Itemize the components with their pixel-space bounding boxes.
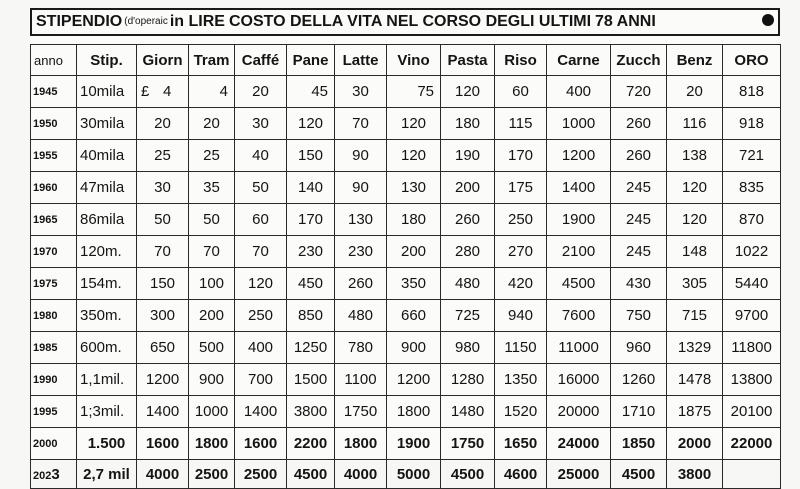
caffe-cell: 20 bbox=[235, 76, 287, 108]
vino-cell: 130 bbox=[387, 172, 441, 204]
latte-cell: 230 bbox=[335, 236, 387, 268]
pane-cell: 140 bbox=[287, 172, 335, 204]
zucch-cell: 720 bbox=[611, 76, 667, 108]
pasta-cell: 1480 bbox=[441, 396, 495, 428]
giorn-cell: 1600 bbox=[137, 428, 189, 460]
black-dot-marker bbox=[762, 14, 774, 26]
oro-cell: 5440 bbox=[723, 268, 781, 300]
riso-cell: 1150 bbox=[495, 332, 547, 364]
pane-cell: 1250 bbox=[287, 332, 335, 364]
zucch-cell: 1850 bbox=[611, 428, 667, 460]
table-title bbox=[30, 8, 780, 36]
benz-cell: 1329 bbox=[667, 332, 723, 364]
zucch-cell: 4500 bbox=[611, 460, 667, 489]
caffe-cell: 30 bbox=[235, 108, 287, 140]
tram-cell: 4 bbox=[189, 76, 235, 108]
header-pasta: Pasta bbox=[441, 45, 495, 76]
stip-cell: 86mila bbox=[77, 204, 137, 236]
benz-cell: 116 bbox=[667, 108, 723, 140]
carne-cell: 1900 bbox=[547, 204, 611, 236]
carne-cell: 24000 bbox=[547, 428, 611, 460]
vino-cell: 120 bbox=[387, 108, 441, 140]
latte-cell: 130 bbox=[335, 204, 387, 236]
title-operai-note: (d'operaic bbox=[124, 15, 168, 27]
riso-cell: 1350 bbox=[495, 364, 547, 396]
table-row bbox=[31, 300, 781, 332]
carne-cell: 4500 bbox=[547, 268, 611, 300]
latte-cell: 780 bbox=[335, 332, 387, 364]
carne-cell: 7600 bbox=[547, 300, 611, 332]
carne-cell: 400 bbox=[547, 76, 611, 108]
pane-cell: 170 bbox=[287, 204, 335, 236]
oro-cell: 20100 bbox=[723, 396, 781, 428]
vino-cell: 1200 bbox=[387, 364, 441, 396]
tram-cell: 20 bbox=[189, 108, 235, 140]
stip-cell: 1,1mil. bbox=[77, 364, 137, 396]
caffe-cell: 50 bbox=[235, 172, 287, 204]
price-sheet bbox=[30, 8, 780, 483]
table-row bbox=[31, 236, 781, 268]
caffe-cell: 40 bbox=[235, 140, 287, 172]
pasta-cell: 280 bbox=[441, 236, 495, 268]
latte-cell: 90 bbox=[335, 172, 387, 204]
latte-cell: 260 bbox=[335, 268, 387, 300]
stip-cell: 1.500 bbox=[77, 428, 137, 460]
table-row bbox=[31, 364, 781, 396]
pasta-cell: 1750 bbox=[441, 428, 495, 460]
tram-cell: 900 bbox=[189, 364, 235, 396]
riso-cell: 175 bbox=[495, 172, 547, 204]
benz-cell: 138 bbox=[667, 140, 723, 172]
caffe-cell: 1600 bbox=[235, 428, 287, 460]
table-row bbox=[31, 460, 781, 489]
benz-cell: 305 bbox=[667, 268, 723, 300]
giorn-cell: 1200 bbox=[137, 364, 189, 396]
riso-cell: 1650 bbox=[495, 428, 547, 460]
pane-cell: 850 bbox=[287, 300, 335, 332]
oro-cell: 11800 bbox=[723, 332, 781, 364]
tram-cell: 35 bbox=[189, 172, 235, 204]
cost-of-living-table bbox=[30, 44, 781, 489]
giorn-cell: 70 bbox=[137, 236, 189, 268]
stip-cell: 40mila bbox=[77, 140, 137, 172]
caffe-cell: 250 bbox=[235, 300, 287, 332]
benz-cell: 1478 bbox=[667, 364, 723, 396]
stip-cell: 10mila bbox=[77, 76, 137, 108]
pasta-cell: 180 bbox=[441, 108, 495, 140]
tram-cell: 50 bbox=[189, 204, 235, 236]
zucch-cell: 960 bbox=[611, 332, 667, 364]
carne-cell: 11000 bbox=[547, 332, 611, 364]
tram-cell: 70 bbox=[189, 236, 235, 268]
benz-cell: 715 bbox=[667, 300, 723, 332]
caffe-cell: 2500 bbox=[235, 460, 287, 489]
riso-cell: 250 bbox=[495, 204, 547, 236]
table-row bbox=[31, 172, 781, 204]
giorn-cell: 25 bbox=[137, 140, 189, 172]
benz-cell: 1875 bbox=[667, 396, 723, 428]
zucch-cell: 245 bbox=[611, 172, 667, 204]
pasta-cell: 190 bbox=[441, 140, 495, 172]
year-cell: 1950 bbox=[31, 108, 77, 140]
header-pane: Pane bbox=[287, 45, 335, 76]
stip-cell: 2,7 mil bbox=[77, 460, 137, 489]
vino-cell: 75 bbox=[387, 76, 441, 108]
title-stipendio: STIPENDIO bbox=[36, 13, 123, 30]
year-cell: 1980 bbox=[31, 300, 77, 332]
pasta-cell: 260 bbox=[441, 204, 495, 236]
table-row bbox=[31, 204, 781, 236]
tram-cell: 1000 bbox=[189, 396, 235, 428]
year-cell: 1995 bbox=[31, 396, 77, 428]
giorn-cell: 300 bbox=[137, 300, 189, 332]
latte-cell: 480 bbox=[335, 300, 387, 332]
oro-cell: 13800 bbox=[723, 364, 781, 396]
header-oro: ORO bbox=[723, 45, 781, 76]
carne-cell: 1000 bbox=[547, 108, 611, 140]
oro-cell: 835 bbox=[723, 172, 781, 204]
benz-cell: 120 bbox=[667, 204, 723, 236]
header-vino: Vino bbox=[387, 45, 441, 76]
tram-cell: 500 bbox=[189, 332, 235, 364]
header-carne: Carne bbox=[547, 45, 611, 76]
tram-cell: 25 bbox=[189, 140, 235, 172]
pasta-cell: 200 bbox=[441, 172, 495, 204]
carne-cell: 1400 bbox=[547, 172, 611, 204]
tram-cell: 200 bbox=[189, 300, 235, 332]
carne-cell: 16000 bbox=[547, 364, 611, 396]
pane-cell: 45 bbox=[287, 76, 335, 108]
stip-cell: 154m. bbox=[77, 268, 137, 300]
year-cell: 2000 bbox=[31, 428, 77, 460]
table-row bbox=[31, 396, 781, 428]
pane-cell: 120 bbox=[287, 108, 335, 140]
table-row bbox=[31, 268, 781, 300]
vino-cell: 350 bbox=[387, 268, 441, 300]
latte-cell: 1750 bbox=[335, 396, 387, 428]
giorn-cell: 4000 bbox=[137, 460, 189, 489]
zucch-cell: 245 bbox=[611, 204, 667, 236]
caffe-cell: 120 bbox=[235, 268, 287, 300]
vino-cell: 900 bbox=[387, 332, 441, 364]
pasta-cell: 1280 bbox=[441, 364, 495, 396]
giorn-cell: 50 bbox=[137, 204, 189, 236]
pane-cell: 4500 bbox=[287, 460, 335, 489]
pound-sign: £ bbox=[141, 83, 150, 100]
stip-cell: 120m. bbox=[77, 236, 137, 268]
benz-cell: 2000 bbox=[667, 428, 723, 460]
table-row bbox=[31, 332, 781, 364]
pane-cell: 150 bbox=[287, 140, 335, 172]
year-cell: 1970 bbox=[31, 236, 77, 268]
header-anno: anno bbox=[31, 45, 77, 76]
header-tram: Tram bbox=[189, 45, 235, 76]
caffe-cell: 60 bbox=[235, 204, 287, 236]
oro-cell: 870 bbox=[723, 204, 781, 236]
zucch-cell: 430 bbox=[611, 268, 667, 300]
carne-cell: 25000 bbox=[547, 460, 611, 489]
carne-cell: 1200 bbox=[547, 140, 611, 172]
zucch-cell: 1710 bbox=[611, 396, 667, 428]
riso-cell: 4600 bbox=[495, 460, 547, 489]
vino-cell: 5000 bbox=[387, 460, 441, 489]
riso-cell: 940 bbox=[495, 300, 547, 332]
pasta-cell: 120 bbox=[441, 76, 495, 108]
year-last-digit: 3 bbox=[51, 465, 60, 483]
pasta-cell: 725 bbox=[441, 300, 495, 332]
riso-cell: 270 bbox=[495, 236, 547, 268]
year-cell: 1955 bbox=[31, 140, 77, 172]
header-giorn: Giorn bbox=[137, 45, 189, 76]
latte-cell: 1800 bbox=[335, 428, 387, 460]
riso-cell: 115 bbox=[495, 108, 547, 140]
title-costo-vita: COSTO DELLA VITA NEL CORSO DEGLI ULTIMI bbox=[228, 13, 592, 30]
riso-cell: 1520 bbox=[495, 396, 547, 428]
carne-cell: 2100 bbox=[547, 236, 611, 268]
giorn-cell: 1400 bbox=[137, 396, 189, 428]
oro-cell: 22000 bbox=[723, 428, 781, 460]
latte-cell: 90 bbox=[335, 140, 387, 172]
header-row bbox=[31, 45, 781, 76]
header-benz: Benz bbox=[667, 45, 723, 76]
vino-cell: 1900 bbox=[387, 428, 441, 460]
carne-cell: 20000 bbox=[547, 396, 611, 428]
pane-cell: 450 bbox=[287, 268, 335, 300]
pane-cell: 3800 bbox=[287, 396, 335, 428]
latte-cell: 70 bbox=[335, 108, 387, 140]
tram-cell: 1800 bbox=[189, 428, 235, 460]
pasta-cell: 480 bbox=[441, 268, 495, 300]
giorn-cell bbox=[137, 76, 189, 108]
year-cell: 1985 bbox=[31, 332, 77, 364]
header-latte: Latte bbox=[335, 45, 387, 76]
caffe-cell: 1400 bbox=[235, 396, 287, 428]
header-riso: Riso bbox=[495, 45, 547, 76]
stip-cell: 47mila bbox=[77, 172, 137, 204]
giorn-cell: 30 bbox=[137, 172, 189, 204]
latte-cell: 4000 bbox=[335, 460, 387, 489]
table-row bbox=[31, 76, 781, 108]
vino-cell: 1800 bbox=[387, 396, 441, 428]
year-cell: 1990 bbox=[31, 364, 77, 396]
table-row bbox=[31, 428, 781, 460]
oro-cell: 1022 bbox=[723, 236, 781, 268]
header-stip: Stip. bbox=[77, 45, 137, 76]
latte-cell: 1100 bbox=[335, 364, 387, 396]
stip-cell: 1;3mil. bbox=[77, 396, 137, 428]
giorn-value: 4 bbox=[163, 83, 172, 100]
pasta-cell: 4500 bbox=[441, 460, 495, 489]
pasta-cell: 980 bbox=[441, 332, 495, 364]
title-78-anni: 78 ANNI bbox=[595, 13, 656, 30]
pane-cell: 2200 bbox=[287, 428, 335, 460]
tram-cell: 2500 bbox=[189, 460, 235, 489]
stip-cell: 30mila bbox=[77, 108, 137, 140]
benz-cell: 120 bbox=[667, 172, 723, 204]
header-caffe: Caffé bbox=[235, 45, 287, 76]
caffe-cell: 700 bbox=[235, 364, 287, 396]
year-prefix: 202 bbox=[33, 469, 52, 482]
benz-cell: 20 bbox=[667, 76, 723, 108]
year-cell: 1945 bbox=[31, 76, 77, 108]
stip-cell: 600m. bbox=[77, 332, 137, 364]
title-in-lire: in LIRE bbox=[169, 13, 225, 30]
zucch-cell: 260 bbox=[611, 140, 667, 172]
year-cell: 1975 bbox=[31, 268, 77, 300]
table-row bbox=[31, 108, 781, 140]
caffe-cell: 400 bbox=[235, 332, 287, 364]
oro-cell: 918 bbox=[723, 108, 781, 140]
pane-cell: 1500 bbox=[287, 364, 335, 396]
year-cell bbox=[31, 460, 77, 489]
giorn-cell: 650 bbox=[137, 332, 189, 364]
vino-cell: 180 bbox=[387, 204, 441, 236]
oro-cell: 721 bbox=[723, 140, 781, 172]
oro-cell bbox=[723, 460, 781, 489]
pane-cell: 230 bbox=[287, 236, 335, 268]
vino-cell: 200 bbox=[387, 236, 441, 268]
zucch-cell: 1260 bbox=[611, 364, 667, 396]
vino-cell: 120 bbox=[387, 140, 441, 172]
tram-cell: 100 bbox=[189, 268, 235, 300]
vino-cell: 660 bbox=[387, 300, 441, 332]
zucch-cell: 260 bbox=[611, 108, 667, 140]
table-row bbox=[31, 140, 781, 172]
riso-cell: 170 bbox=[495, 140, 547, 172]
zucch-cell: 245 bbox=[611, 236, 667, 268]
year-cell: 1965 bbox=[31, 204, 77, 236]
benz-cell: 3800 bbox=[667, 460, 723, 489]
giorn-cell: 20 bbox=[137, 108, 189, 140]
caffe-cell: 70 bbox=[235, 236, 287, 268]
benz-cell: 148 bbox=[667, 236, 723, 268]
latte-cell: 30 bbox=[335, 76, 387, 108]
oro-cell: 818 bbox=[723, 76, 781, 108]
riso-cell: 60 bbox=[495, 76, 547, 108]
riso-cell: 420 bbox=[495, 268, 547, 300]
header-zucch: Zucch bbox=[611, 45, 667, 76]
oro-cell: 9700 bbox=[723, 300, 781, 332]
zucch-cell: 750 bbox=[611, 300, 667, 332]
giorn-cell: 150 bbox=[137, 268, 189, 300]
year-cell: 1960 bbox=[31, 172, 77, 204]
stip-cell: 350m. bbox=[77, 300, 137, 332]
